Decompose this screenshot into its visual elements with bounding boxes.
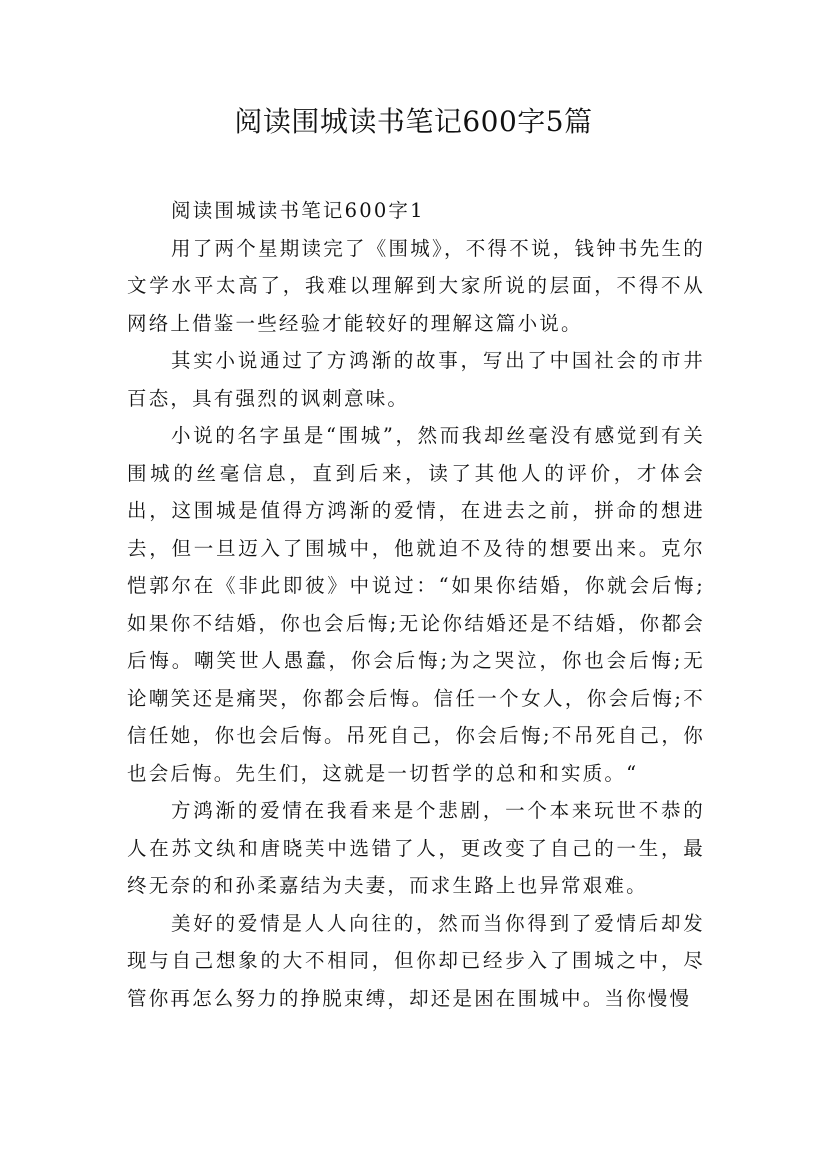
document-body	[127, 192, 705, 1017]
section-heading: 阅读围城读书笔记600字1	[171, 199, 425, 222]
body-paragraph: 用了两个星期读完了《围城》，不得不说，钱钟书先生的文学水平太高了，我难以理解到大家所说的层面，不得不从网络上借鉴一些经验才能较好的理解这篇小说。	[127, 236, 705, 335]
body-paragraph: 美好的爱情是人人向往的，然而当你得到了爱情后却发现与自己想象的大不相同，但你却已经步入了围城之中，尽管你再怎么努力的挣脱束缚，却还是困在围城中。当你慢慢	[127, 911, 705, 1010]
document-title: 阅读围城读书笔记600字5篇	[234, 105, 593, 138]
body-paragraph: 其实小说通过了方鸿渐的故事，写出了中国社会的市井百态，具有强烈的讽刺意味。	[127, 349, 705, 410]
body-paragraph: 小说的名字虽是“围城”，然而我却丝毫没有感觉到有关围城的丝毫信息，直到后来，读了其他人的评价，才体会出，这围城是值得方鸿渐的爱情，在进去之前，拼命的想进去，但一旦迈入了围城中，他就迫不及待的想要出来。克尔恺郭尔在《非此即彼》中说过：“如果你结婚，你就会后悔;如果你不结婚，你也会后悔;无论你结婚还是不结婚，你都会后悔。嘲笑世人愚蠢，你会后悔;为之哭泣，你也会后悔;无论嘲笑还是痛哭，你都会后悔。信任一个女人，你会后悔;不信任她，你也会后悔。吊死自己，你会后悔;不吊死自己，你也会后悔。先生们，这就是一切哲学的总和和实质。“	[127, 424, 705, 785]
body-paragraph: 方鸿渐的爱情在我看来是个悲剧，一个本来玩世不恭的人在苏文纨和唐晓芙中选错了人，更改变了自己的一生，最终无奈的和孙柔嘉结为夫妻，而求生路上也异常艰难。	[127, 799, 705, 897]
